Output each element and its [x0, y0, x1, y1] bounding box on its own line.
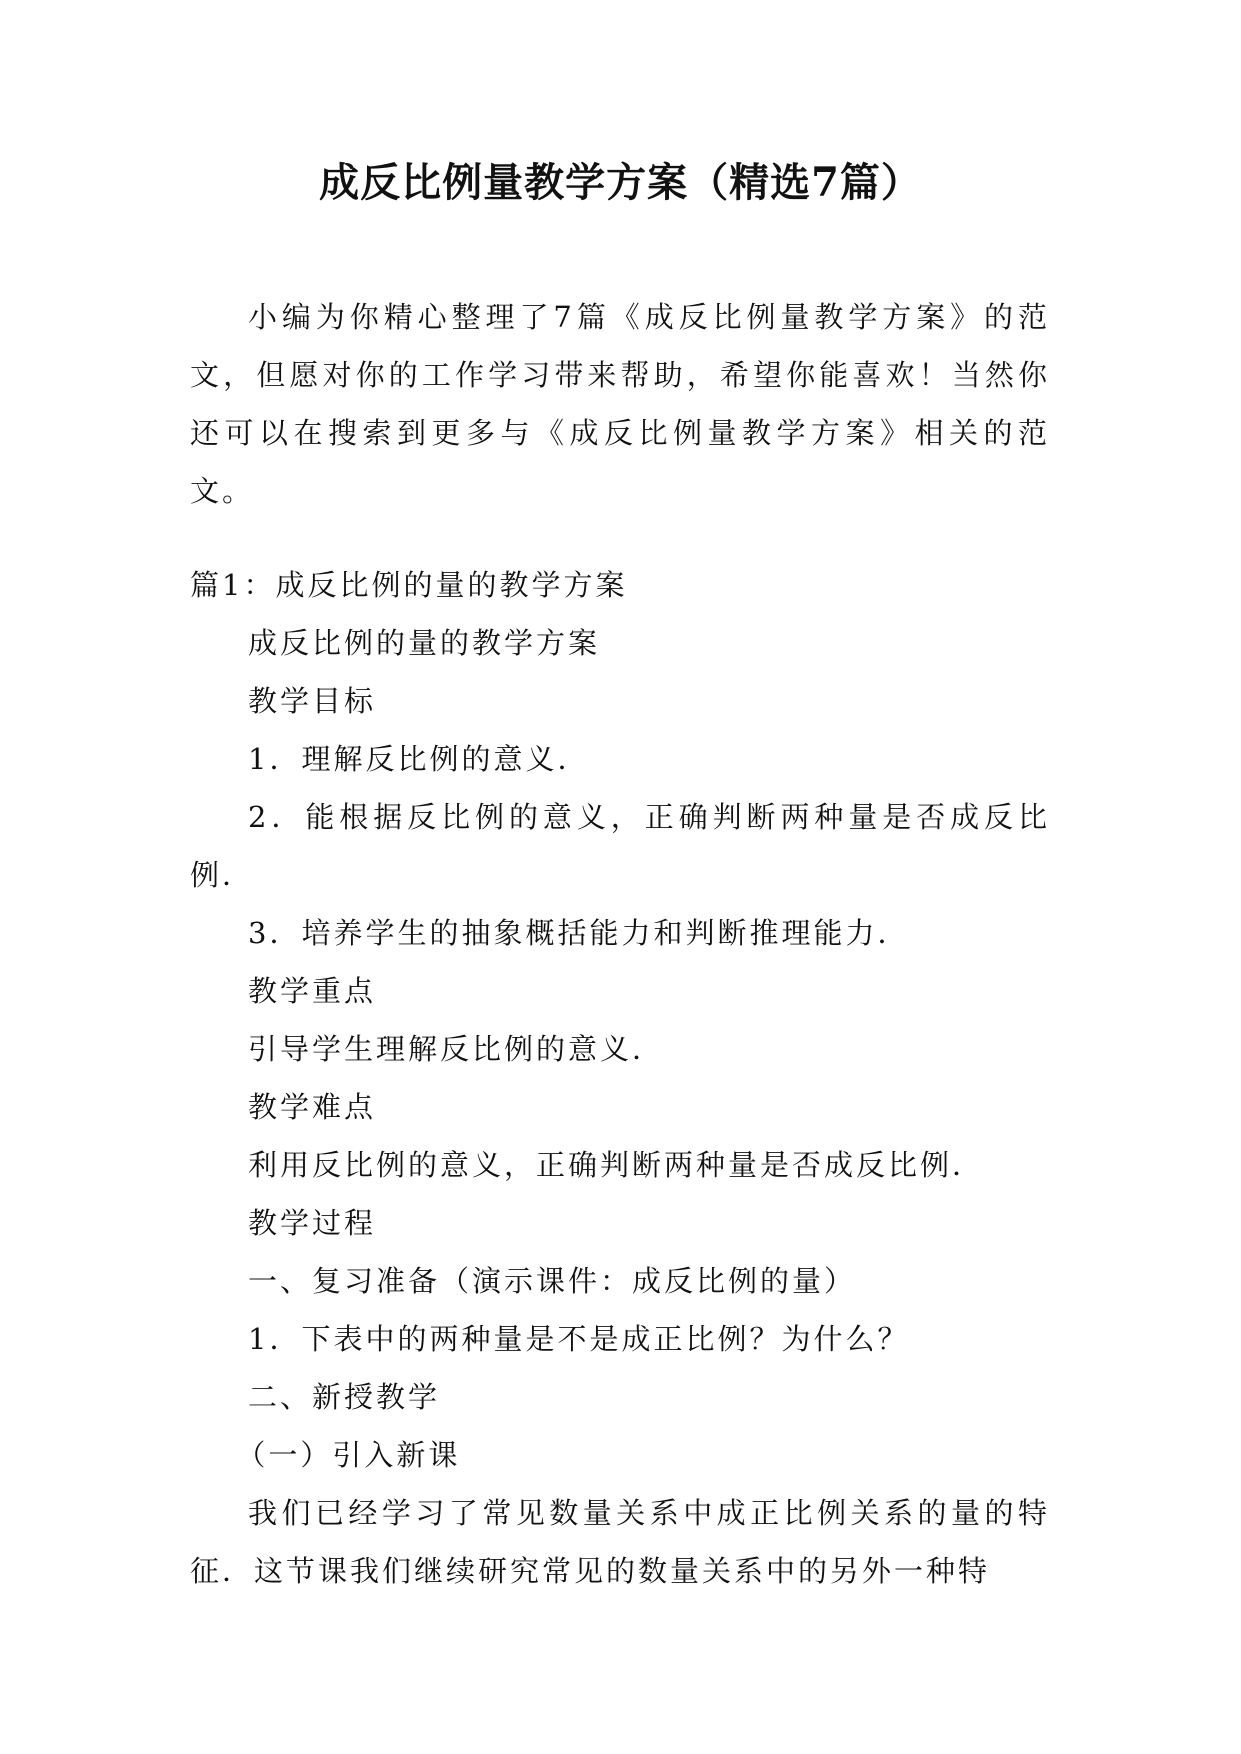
body-line-teaching-goals: 教学目标: [248, 684, 377, 718]
body-line-goal-3: 3．培养学生的抽象概括能力和判断推理能力．: [248, 916, 910, 950]
section-heading: 篇1：成反比例的量的教学方案: [190, 568, 628, 602]
body-line-process: 教学过程: [248, 1206, 377, 1240]
body-line-key-points: 教学重点: [248, 974, 377, 1008]
body-line-subtitle: 成反比例的量的教学方案: [248, 626, 601, 660]
body-line-review: 一、复习准备（演示课件：成反比例的量）: [248, 1264, 857, 1298]
intro-paragraph: 小编为你精心整理了7篇《成反比例量教学方案》的范文，但愿对你的工作学习带来帮助，希望你能喜欢！当然你还可以在搜索到更多与《成反比例量教学方案》相关的范文。: [190, 300, 1050, 508]
body-line-difficulty-text: 利用反比例的意义，正确判断两种量是否成反比例．: [248, 1148, 985, 1182]
body-line-goal-2: 2．能根据反比例的意义，正确判断两种量是否成反比例．: [190, 800, 1050, 892]
body-line-key-point-text: 引导学生理解反比例的意义．: [248, 1032, 665, 1066]
body-line-new-teaching: 二、新授教学: [248, 1380, 441, 1414]
document-body: [190, 288, 1050, 1600]
body-line-introduce-lesson: （一）引入新课: [236, 1438, 461, 1472]
body-line-paragraph: 我们已经学习了常见数量关系中成正比例关系的量的特征．这节课我们继续研究常见的数量关系中的另外一种特: [190, 1496, 1050, 1588]
document-title: 成反比例量教学方案（精选7篇）: [319, 159, 922, 206]
body-line-difficulties: 教学难点: [248, 1090, 377, 1124]
body-line-review-question: 1．下表中的两种量是不是成正比例？为什么？: [248, 1322, 910, 1356]
body-line-goal-1: 1．理解反比例的意义．: [248, 742, 590, 776]
